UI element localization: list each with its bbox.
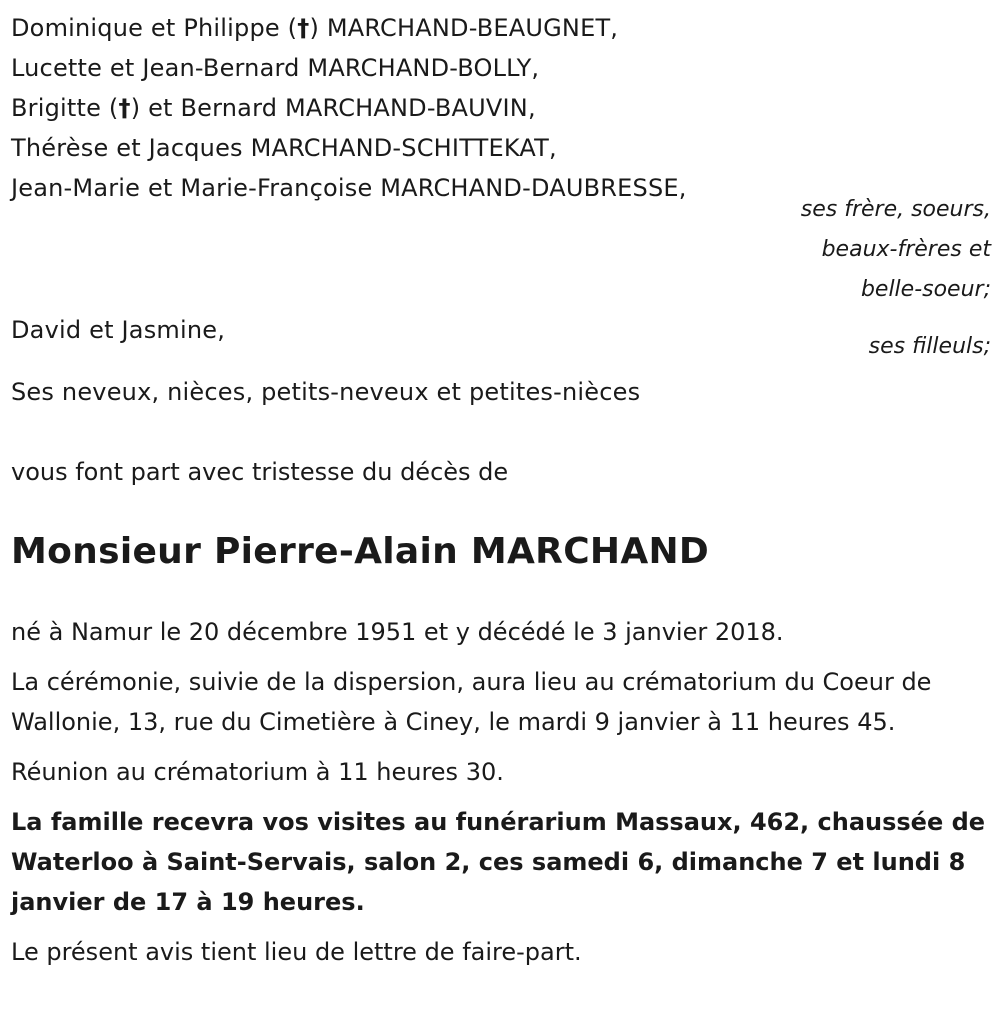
deceased-name: Monsieur Pierre-Alain MARCHAND	[11, 531, 710, 572]
sibling-text: ) et Bernard MARCHAND-BAUVIN,	[130, 94, 536, 122]
godchildren-relation: ses filleuls;	[868, 334, 991, 359]
relation-line: ses frère, soeurs,	[800, 197, 991, 222]
sibling-text: Dominique et Philippe (	[11, 14, 298, 42]
godchildren-names: David et Jasmine,	[11, 316, 226, 344]
ceremony-info: La cérémonie, suivie de la dispersion, aura lieu au crématorium du Coeur de Wallonie, 13, rue du Cimetière à Ciney, le mardi 9 janvier à 11 heures 45.	[11, 668, 932, 736]
sibling-line-3	[11, 88, 991, 128]
sibling-line-1	[11, 8, 991, 48]
sibling-text: Brigitte (	[11, 94, 119, 122]
birth-death-info: né à Namur le 20 décembre 1951 et y décédé le 3 janvier 2018.	[11, 618, 784, 646]
sibling-line-5: Jean-Marie et Marie-Françoise MARCHAND-DAUBRESSE,	[11, 174, 687, 202]
sibling-line-2: Lucette et Jean-Bernard MARCHAND-BOLLY,	[11, 54, 540, 82]
sibling-text: ) MARCHAND-BEAUGNET,	[309, 14, 619, 42]
relation-line: beaux-frères et	[821, 237, 991, 262]
cross-icon: †	[297, 14, 310, 42]
extended-family: Ses neveux, nièces, petits-neveux et petites-nièces	[11, 378, 641, 406]
siblings-relation	[11, 190, 991, 310]
notice-text: Le présent avis tient lieu de lettre de faire-part.	[11, 938, 582, 966]
cross-icon: †	[118, 94, 131, 122]
sibling-line-4: Thérèse et Jacques MARCHAND-SCHITTEKAT,	[11, 134, 557, 162]
godchildren-row	[11, 310, 991, 359]
meeting-info: Réunion au crématorium à 11 heures 30.	[11, 758, 504, 786]
relation-line: belle-soeur;	[860, 277, 991, 302]
obituary-notice	[11, 8, 991, 972]
visits-info: La famille recevra vos visites au funérarium Massaux, 462, chaussée de Waterloo à Saint-Servais, salon 2, ces samedi 6, dimanche 7 et lundi 8 janvier de 17 à 19 heures.	[11, 808, 986, 916]
announcement: vous font part avec tristesse du décès de	[11, 458, 509, 486]
